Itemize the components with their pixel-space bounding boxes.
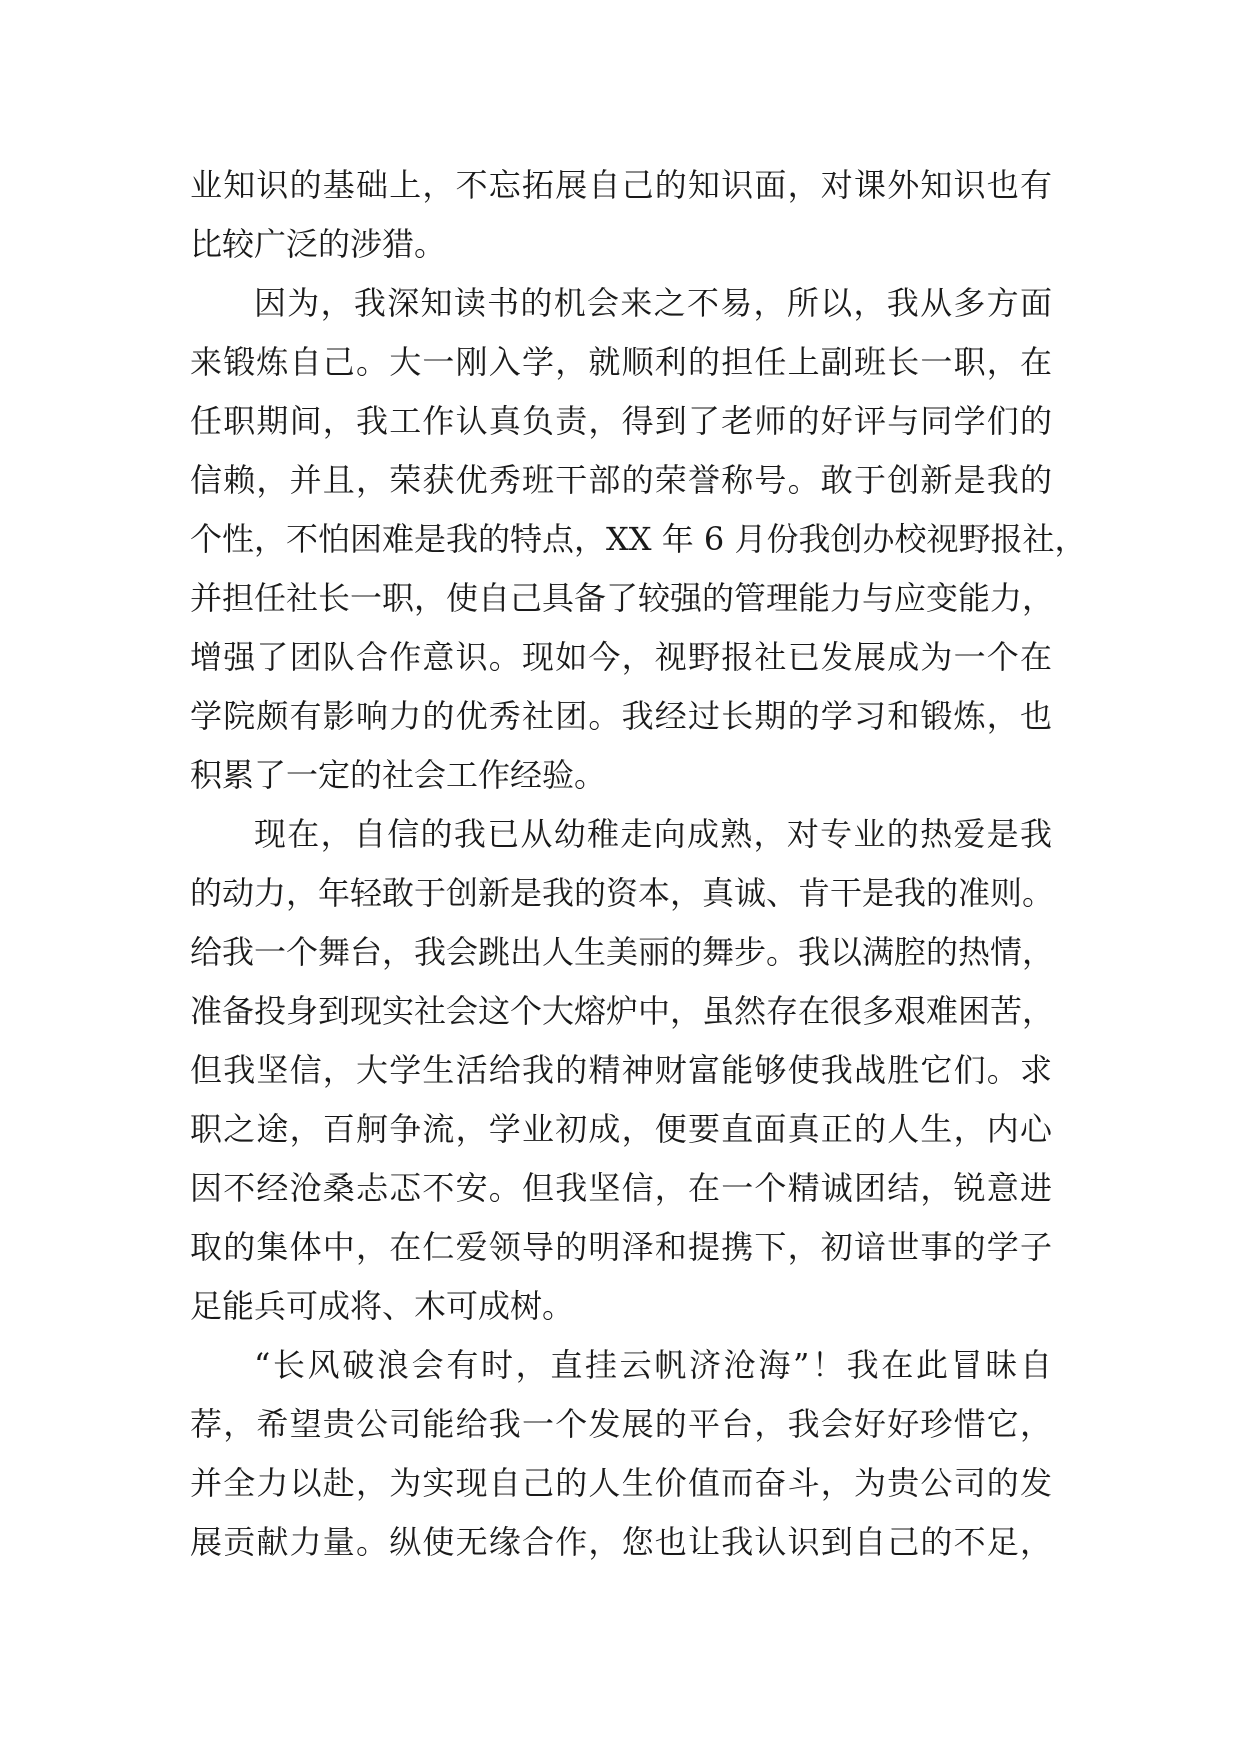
text-line: 现在，自信的我已从幼稚走向成熟，对专业的热爱是我 [254, 815, 1052, 853]
text-line: 积累了一定的社会工作经验。 [190, 756, 607, 794]
text-line: 并担任社长一职，使自己具备了较强的管理能力与应变能力， [190, 579, 1055, 617]
text-line: 因为，我深知读书的机会来之不易，所以，我从多方面 [254, 284, 1052, 322]
text-line: 学院颇有影响力的优秀社团。我经过长期的学习和锻炼，也 [190, 697, 1052, 735]
text-line: 准备投身到现实社会这个大熔炉中，虽然存在很多艰难困苦， [190, 992, 1055, 1030]
text-line: 但我坚信，大学生活给我的精神财富能够使我战胜它们。求 [190, 1051, 1052, 1089]
text-line: 并全力以赴，为实现自己的人生价值而奋斗，为贵公司的发 [190, 1464, 1052, 1502]
text-line: 给我一个舞台，我会跳出人生美丽的舞步。我以满腔的热情， [190, 933, 1055, 971]
text-line: 职之途，百舸争流，学业初成，便要直面真正的人生，内心 [190, 1110, 1052, 1148]
text-line: 个性，不怕困难是我的特点，XX 年 6 月份我创办校视野报社， [190, 520, 1087, 558]
text-line: 信赖，并且，荣获优秀班干部的荣誉称号。敢于创新是我的 [190, 461, 1052, 499]
text-line: 荐，希望贵公司能给我一个发展的平台，我会好好珍惜它， [190, 1405, 1052, 1443]
text-line: 展贡献力量。纵使无缘合作，您也让我认识到自己的不足， [190, 1523, 1052, 1561]
text-line: 取的集体中，在仁爱领导的明泽和提携下，初谙世事的学子 [190, 1228, 1052, 1266]
text-line: 比较广泛的涉猎。 [190, 225, 447, 263]
text-line: 的动力，年轻敢于创新是我的资本，真诚、肯干是我的准则。 [190, 874, 1055, 912]
text-line: 因不经沧桑忐忑不安。但我坚信，在一个精诚团结，锐意进 [190, 1169, 1052, 1207]
text-line: “长风破浪会有时，直挂云帆济沧海”！我在此冒昧自 [254, 1346, 1052, 1384]
text-line: 来锻炼自己。大一刚入学，就顺利的担任上副班长一职，在 [190, 343, 1052, 381]
text-line: 任职期间，我工作认真负责，得到了老师的好评与同学们的 [190, 402, 1052, 440]
text-line: 业知识的基础上，不忘拓展自己的知识面，对课外知识也有 [190, 166, 1052, 204]
document-body [190, 156, 1087, 1572]
text-line: 足能兵可成将、木可成树。 [190, 1287, 575, 1325]
text-line: 增强了团队合作意识。现如今，视野报社已发展成为一个在 [190, 638, 1052, 676]
